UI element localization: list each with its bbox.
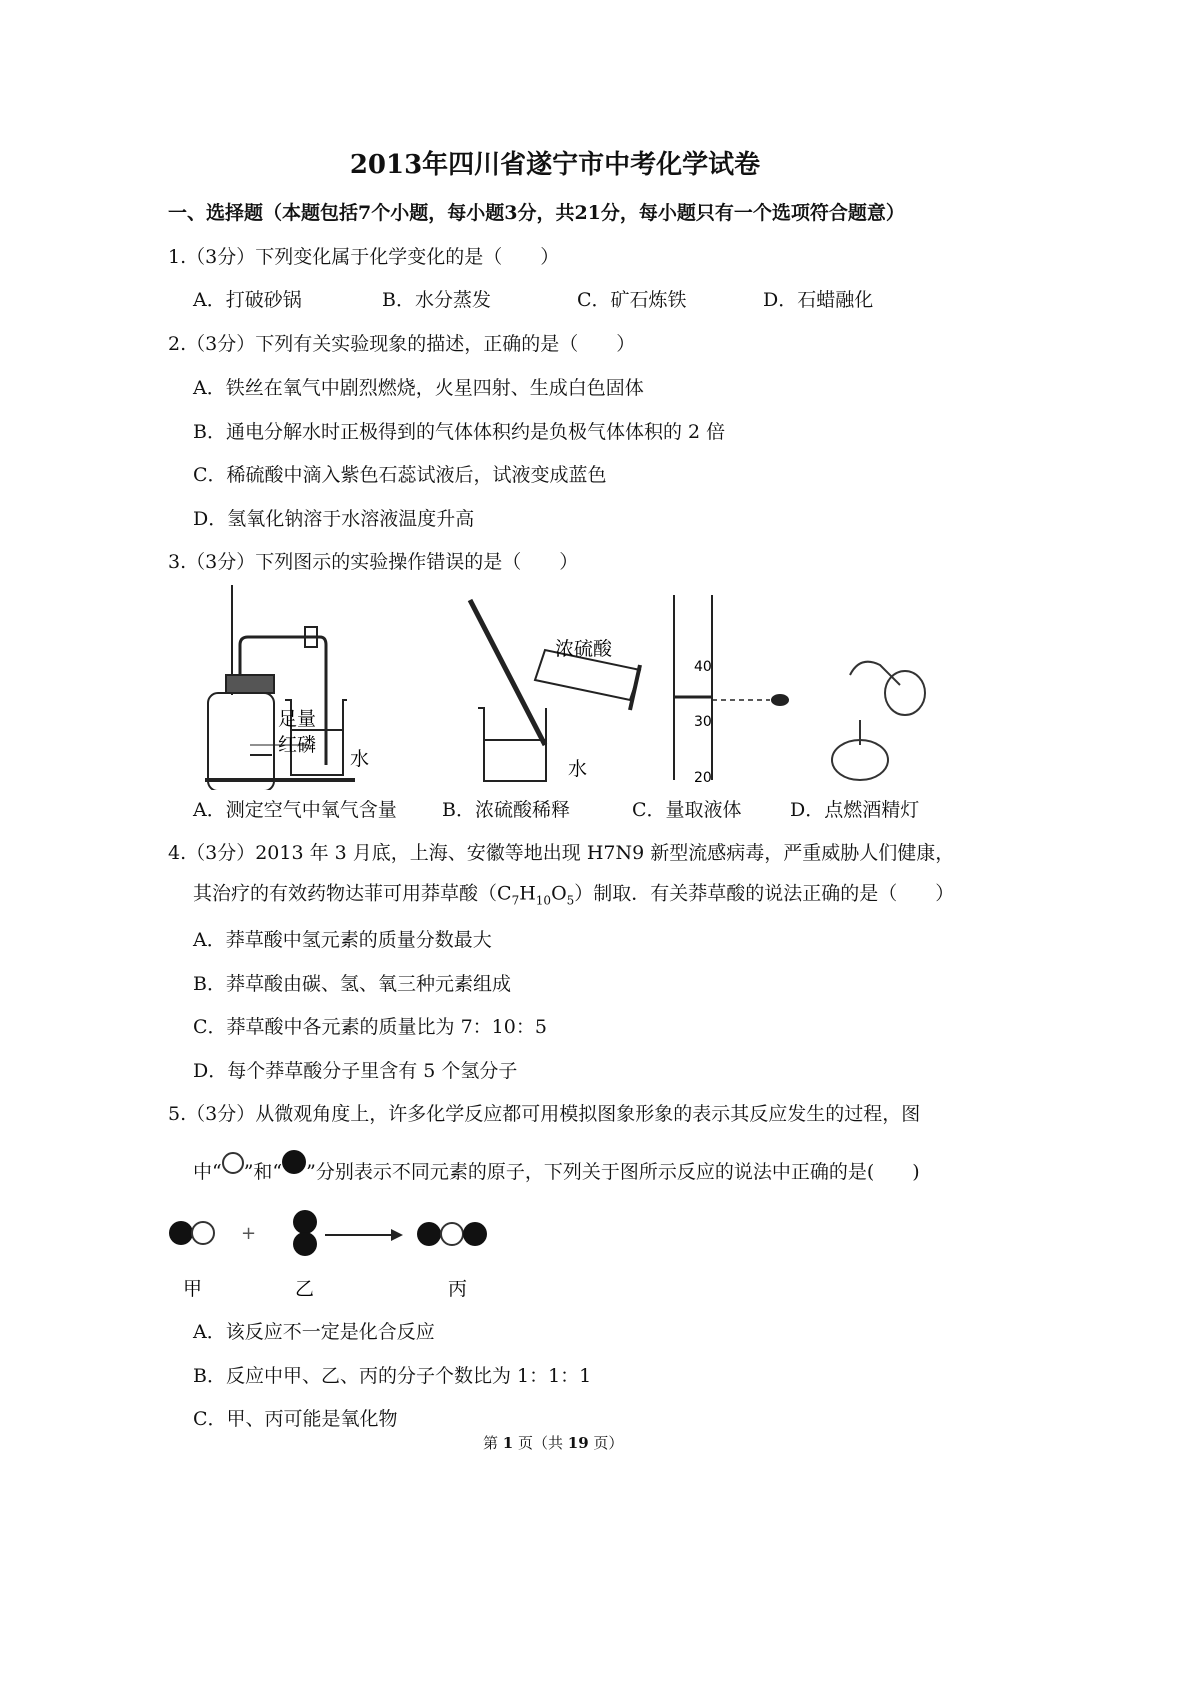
formula-h: H: [519, 882, 536, 905]
label-sufficient: 足量: [278, 708, 317, 730]
total-pages: 19: [567, 1434, 589, 1452]
label-jia: 甲: [183, 1278, 203, 1300]
q4-option-a: A．莽草酸中氢元素的质量分数最大: [193, 929, 492, 951]
label-water-a: 水: [350, 748, 370, 770]
alcohol-lamps: [832, 662, 925, 780]
q4-stem-text-end: ）制取．有关莽草酸的说法正确的是（ ）: [574, 882, 955, 905]
arrow-icon: [325, 1229, 403, 1241]
q1-option-c: C．矿石炼铁: [577, 289, 687, 311]
footer-text: 页）: [588, 1434, 624, 1452]
label-yi: 乙: [295, 1278, 315, 1300]
q5-stem-text: 中“: [193, 1161, 222, 1183]
q2-option-b: B．通电分解水时正极得到的气体体积约是负极气体体积的 2 倍: [193, 421, 726, 443]
label-red-phosphorus: 红磷: [278, 734, 317, 756]
label-water-b: 水: [568, 758, 588, 780]
black-atom-icon: [282, 1150, 306, 1174]
white-atom-icon: [222, 1152, 244, 1174]
q1-stem: 1.（3分）下列变化属于化学变化的是（ ）: [168, 246, 560, 268]
chemical-formula: [497, 882, 575, 908]
q3-option-d: D．点燃酒精灯: [790, 799, 920, 821]
q4-option-d: D．每个莽草酸分子里含有 5 个氢分子: [193, 1060, 518, 1082]
tick-30: 30: [694, 714, 712, 730]
oxygen-measurement-apparatus: [205, 585, 355, 790]
formula-c-count: 7: [511, 893, 520, 908]
q4-stem-text: 其治疗的有效药物达菲可用莽草酸（: [193, 882, 498, 905]
page-title: 2013年四川省遂宁市中考化学试卷: [349, 150, 761, 180]
q5-stem-text-end: ”分别表示不同元素的原子，下列关于图所示反应的说法中正确的是( ): [306, 1161, 920, 1183]
molecule-jia: [169, 1221, 214, 1245]
label-conc-sulfuric-acid: 浓硫酸: [555, 638, 613, 660]
molecule-yi: [293, 1210, 317, 1256]
q4-stem-line2: [193, 882, 954, 913]
section-header: 一、选择题（本题包括7个小题，每小题3分，共21分，每小题只有一个选项符合题意）: [168, 202, 905, 224]
page-number: 1: [502, 1434, 514, 1452]
footer-text: 第: [483, 1434, 503, 1452]
formula-o: O: [551, 882, 567, 905]
q4-option-c: C．莽草酸中各元素的质量比为 7：10：5: [193, 1016, 547, 1038]
tick-20: 20: [694, 770, 712, 786]
q2-stem: 2.（3分）下列有关实验现象的描述，正确的是（ ）: [168, 333, 636, 355]
q2-option-d: D．氢氧化钠溶于水溶液温度升高: [193, 508, 475, 530]
footer-text: 页（共: [513, 1434, 568, 1452]
q1-option-d: D．石蜡融化: [763, 289, 874, 311]
q3-apparatus-figure: [200, 585, 1020, 790]
molecule-bing: [417, 1222, 487, 1246]
q2-option-c: C．稀硫酸中滴入紫色石蕊试液后，试液变成蓝色: [193, 464, 607, 486]
graduated-cylinder: [674, 595, 788, 780]
formula-o-count: 5: [566, 893, 575, 908]
q3-option-c: C．量取液体: [632, 799, 742, 821]
q1-option-a: A．打破砂锅: [193, 289, 302, 311]
q3-option-b: B．浓硫酸稀释: [442, 799, 570, 821]
label-bing: 丙: [448, 1278, 468, 1300]
q5-option-b: B．反应中甲、乙、丙的分子个数比为 1：1：1: [193, 1365, 592, 1387]
page-footer: [483, 1431, 623, 1455]
plus-sign: +: [241, 1223, 257, 1244]
q5-option-a: A．该反应不一定是化合反应: [193, 1321, 435, 1343]
acid-dilution-apparatus: [470, 600, 640, 781]
reaction-diagram: [165, 1205, 505, 1305]
q5-stem-line2: [193, 1150, 920, 1184]
q5-stem-text-mid: ”和“: [243, 1161, 283, 1183]
tick-40: 40: [694, 659, 712, 675]
q4-option-b: B．莽草酸由碳、氢、氧三种元素组成: [193, 973, 511, 995]
q2-option-a: A．铁丝在氧气中剧烈燃烧，火星四射、生成白色固体: [193, 377, 644, 399]
q1-option-b: B．水分蒸发: [382, 289, 491, 311]
formula-c: C: [497, 882, 512, 905]
q5-option-c: C．甲、丙可能是氧化物: [193, 1408, 398, 1430]
q4-stem-line1: 4.（3分）2013 年 3 月底，上海、安徽等地出现 H7N9 新型流感病毒，严重威胁人们健康，: [168, 842, 955, 864]
q3-option-a: A．测定空气中氧气含量: [193, 799, 397, 821]
formula-h-count: 10: [535, 893, 552, 908]
q3-stem: 3.（3分）下列图示的实验操作错误的是（ ）: [168, 551, 579, 573]
q5-stem-line1: 5.（3分）从微观角度上，许多化学反应都可用模拟图象形象的表示其反应发生的过程，图: [168, 1103, 921, 1125]
